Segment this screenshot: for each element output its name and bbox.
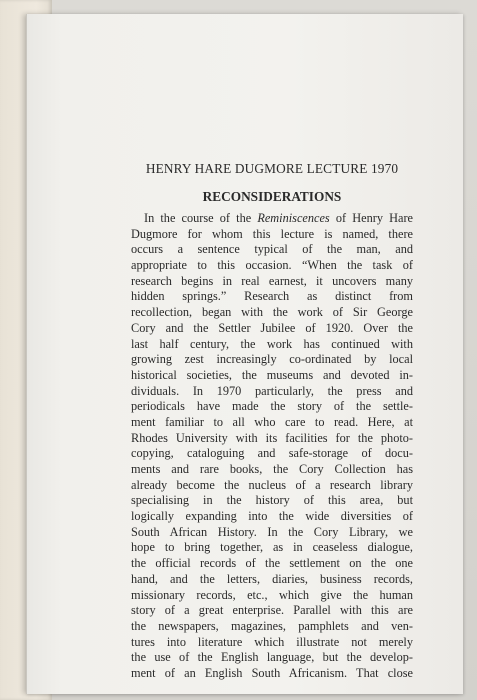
body-line: ment of an English South Africanism. That close <box>131 665 413 680</box>
body-line: already become the nucleus of a research library <box>131 477 413 492</box>
body-line: Dugmore for whom this lecture is named, there <box>131 226 413 241</box>
body-line: ment familiar to all who care to read. Here, at <box>131 414 413 429</box>
body-line: hidden springs.” Research as distinct from <box>131 289 413 304</box>
lecture-title: HENRY HARE DUGMORE LECTURE 1970 <box>145 161 399 176</box>
body-line: occurs a sentence typical of the man, and <box>131 242 413 257</box>
section-heading: RECONSIDERATIONS <box>202 189 342 204</box>
body-line: research begins in real earnest, it uncovers many <box>131 273 413 288</box>
body-line: recollection, began with the work of Sir George <box>131 305 413 320</box>
body-line: the official records of the settlement on the one <box>131 556 413 571</box>
body-line: hope to bring together, as in ceaseless dialogue, <box>131 540 413 555</box>
body-line <box>131 211 413 227</box>
body-line: hand, and the letters, diaries, business records, <box>131 571 413 586</box>
body-line: Rhodes University with its facilities for the photo- <box>131 430 413 445</box>
body-line: missionary records, etc., which give the human <box>131 587 413 602</box>
italic-title: Reminiscences <box>257 211 330 225</box>
body-text-run: of Henry Hare <box>329 211 413 225</box>
body-line: ments and rare books, the Cory Collection has <box>131 462 413 476</box>
body-line: the newspapers, magazines, pamphlets and ven- <box>131 618 413 633</box>
body-text-run: In the course of the <box>144 211 258 225</box>
body-line: last half century, the work has continued with <box>131 336 413 351</box>
body-line: appropriate to this occasion. “When the task of <box>131 258 413 273</box>
body-line: growing zest increasingly co-ordinated by local <box>131 352 413 367</box>
document-page <box>26 14 463 694</box>
body-line: periodicals have made the story of the settle- <box>131 399 413 414</box>
body-line: Cory and the Settler Jubilee of 1920. Over the <box>131 320 413 335</box>
body-paragraph <box>131 211 413 682</box>
body-line: the use of the English language, but the develop- <box>131 650 413 665</box>
body-line: story of a great enterprise. Parallel with this are <box>131 603 413 618</box>
body-line: dividuals. In 1970 particularly, the press and <box>131 383 413 398</box>
body-line: South African History. In the Cory Library, we <box>131 524 413 539</box>
body-line: tures into literature which illustrate not merely <box>131 634 413 649</box>
body-line: copying, cataloguing and safe-storage of docu- <box>131 446 413 461</box>
body-line: specialising in the history of this area, but <box>131 493 413 508</box>
body-line: historical societies, the museums and devoted in- <box>131 367 413 382</box>
body-line: logically expanding into the wide diversities of <box>131 509 413 524</box>
